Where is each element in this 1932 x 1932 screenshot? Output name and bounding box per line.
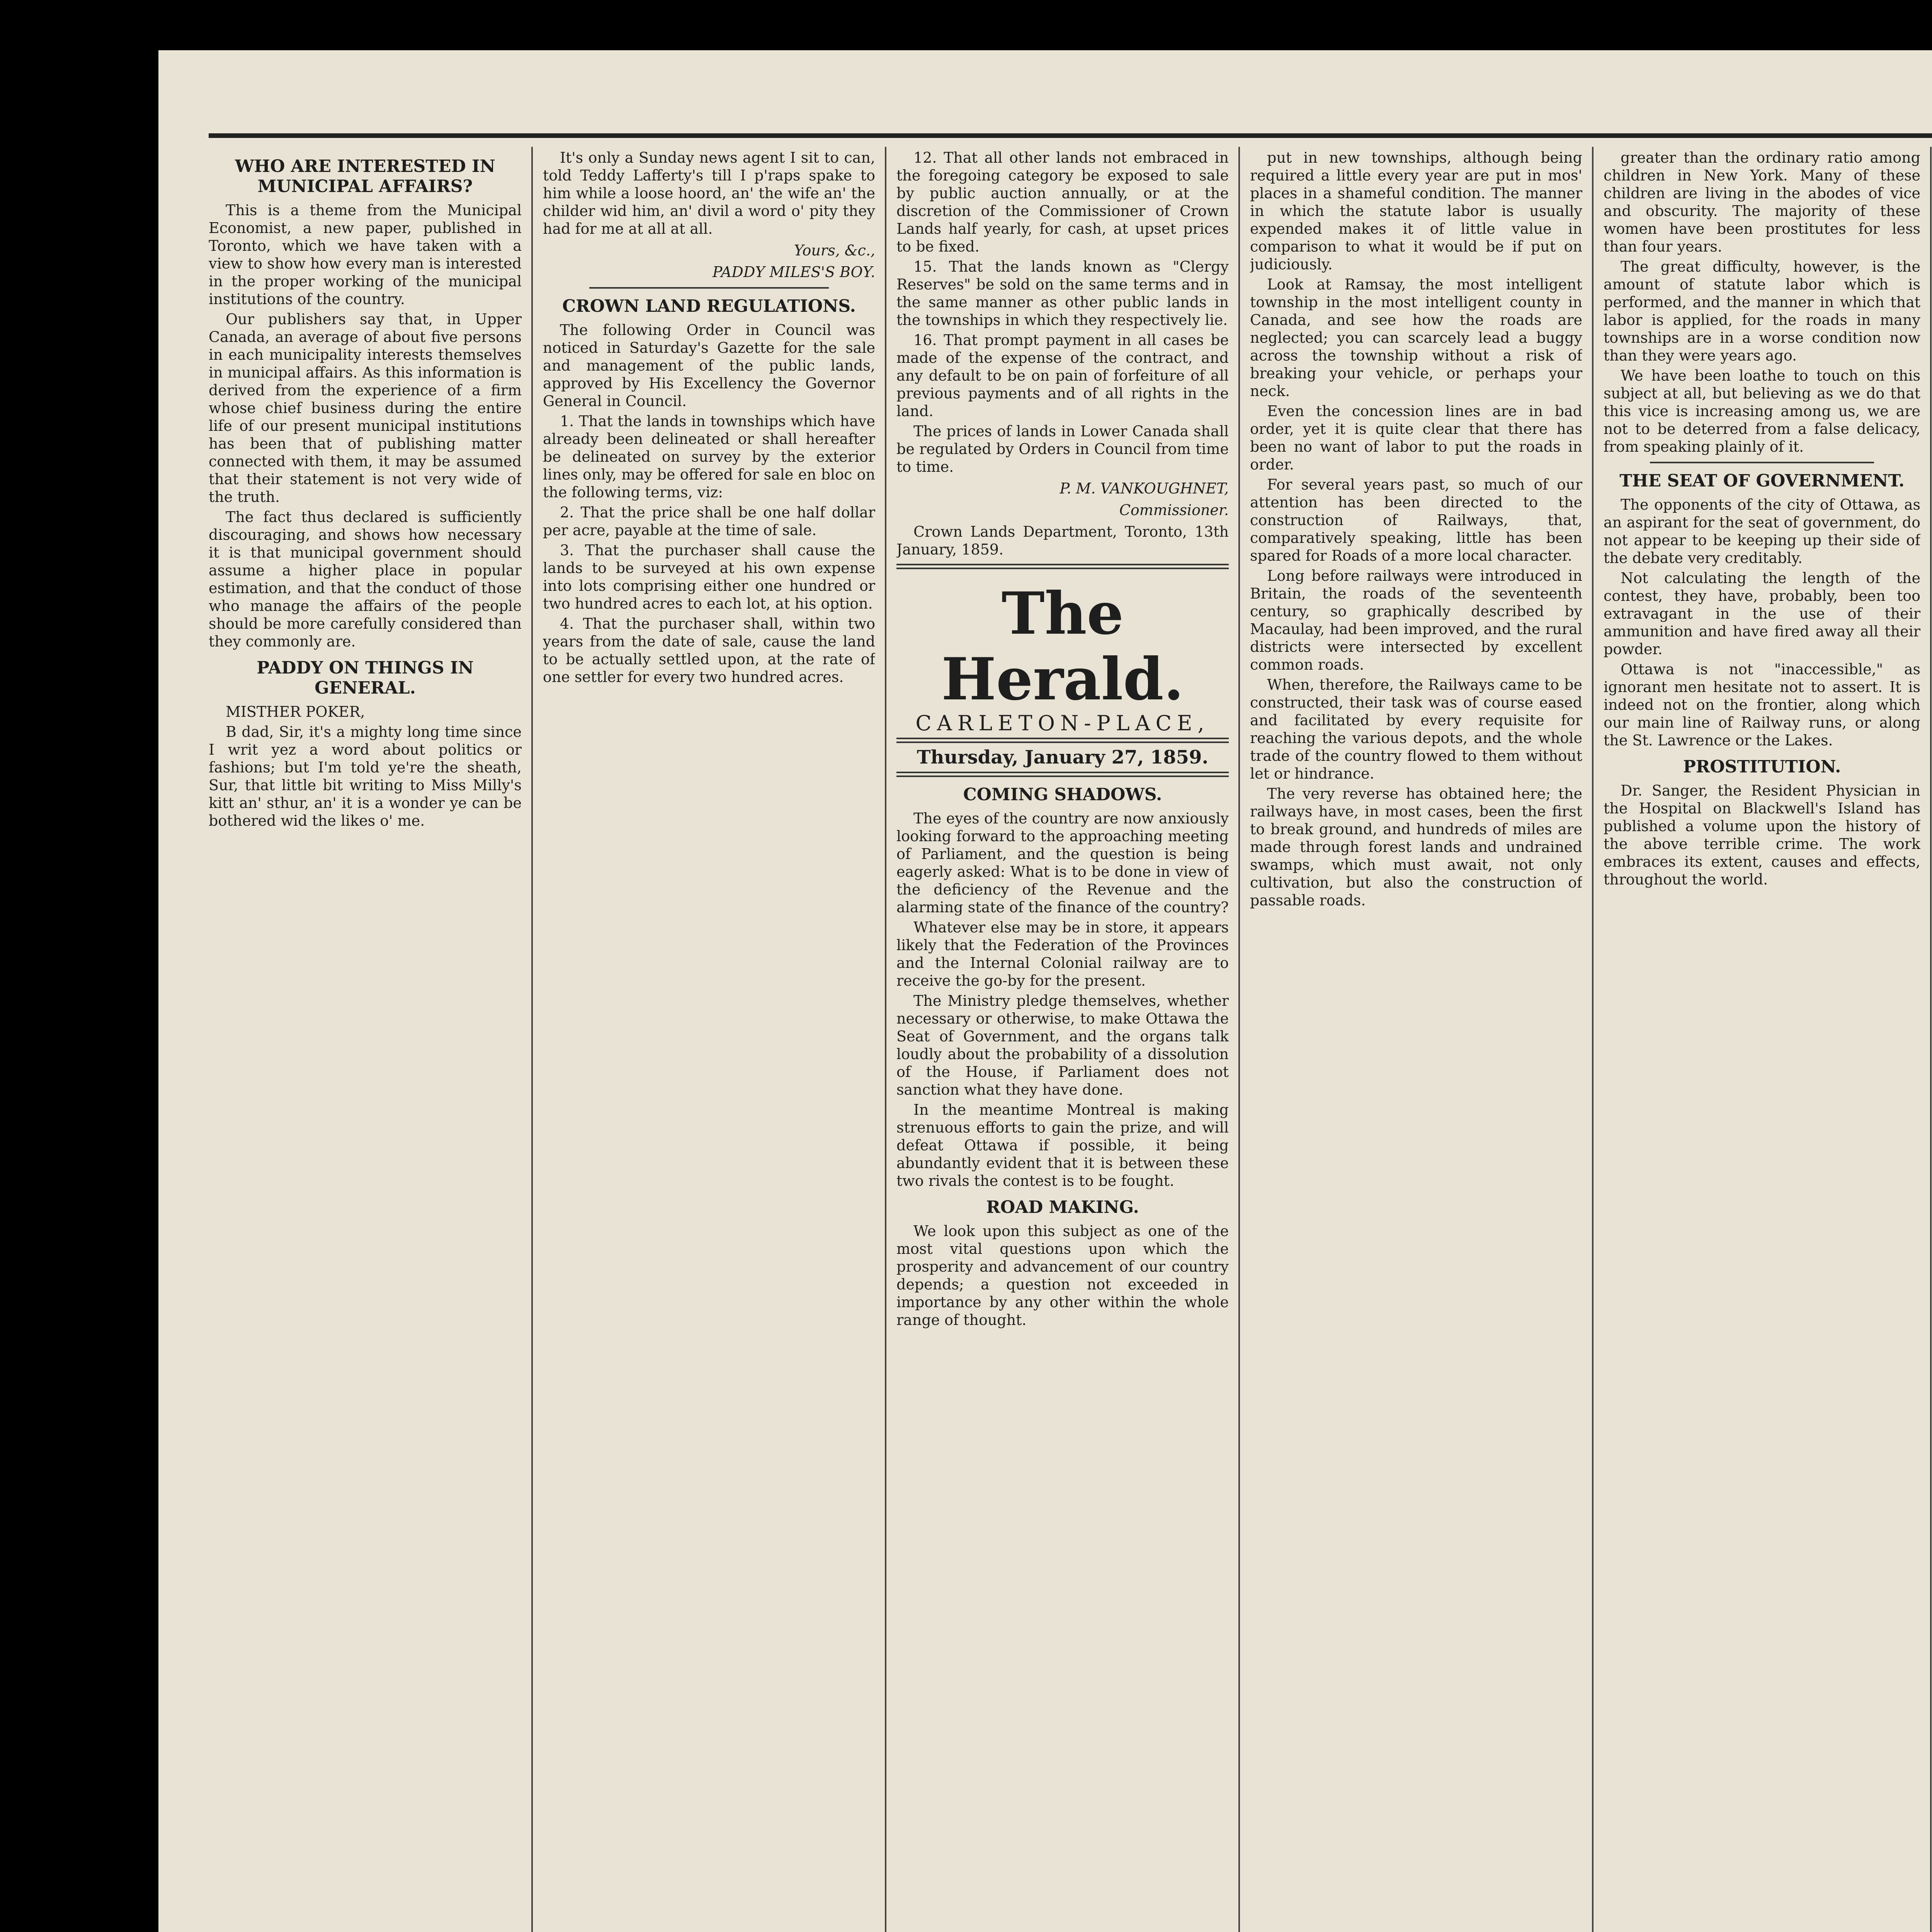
masthead-rule: [896, 564, 1229, 569]
paragraph: MISTHER POKER,: [226, 703, 365, 720]
column-separator: [1592, 147, 1594, 1932]
column-separator: [1930, 147, 1932, 1932]
column-4: [1250, 149, 1582, 1932]
paragraph: The Ministry pledge themselves, whether necessary or otherwise, to make Ottawa the Seat of Government, and the organs talk loudly about the probability of a dissolution of the House, if Parliament does not sanction what they have done.: [896, 992, 1229, 1098]
paragraph: Even the concession lines are in bad order, yet it is quite clear that there has been no want of labor to put the roads in order.: [1250, 403, 1582, 473]
paragraph: For several years past, so much of our attention has been directed to the construction of Railways, that, comparatively speaking, little has been spared for Roads of a more local character.: [1250, 476, 1582, 564]
paragraph: 15. That the lands known as "Clergy Reserves" be sold on the same terms and in the same manner as other public lands in the townships in which they respectively lie.: [896, 258, 1229, 328]
masthead-rule: [896, 772, 1229, 777]
paragraph: It's only a Sunday news agent I sit to can, told Teddy Lafferty's till I p'raps spake to him while a loose hoord, an' the wife an' the childer wid him, an' divil a word o' pity they had for me at all at all.: [543, 149, 875, 237]
paragraph: 1. That the lands in townships which have already been delineated or shall hereafter be delineated on survey by the exterior lines only, may be offered for sale en bloc on the following terms, viz:: [543, 413, 875, 501]
paragraph: The following Order in Council was noticed in Saturday's Gazette for the sale and management of the public lands, approved by His Excellency the Governor General in Council.: [543, 321, 875, 410]
signature-vankoughnet: P. M. VANKOUGHNET,: [1060, 480, 1229, 497]
paragraph: Ottawa is not "inaccessible," as ignorant men hesitate not to assert. It is indeed not on the frontier, along which our main line of Railway runs, or along the St. Lawrence or the Lakes.: [1604, 661, 1920, 749]
paragraph: The eyes of the country are now anxiously looking forward to the approaching meeting of Parliament, and the question is being eagerly asked: What is to be done in view of the deficiency of the Revenue and the alarming state of the finance of the country?: [896, 810, 1229, 916]
headline-coming-shadows: COMING SHADOWS.: [963, 785, 1162, 804]
paragraph: The very reverse has obtained here; the railways have, in most cases, been the first to break ground, and hundreds of miles are made through forest lands and undrained swamps, which must await, not only cultivation, but also the construction of passable roads.: [1250, 785, 1582, 909]
paragraph: 3. That the purchaser shall cause the lands to be surveyed at his own expense into lots comprising either one hundred or two hundred acres to each lot, at his option.: [543, 542, 875, 612]
paragraph: When, therefore, the Railways came to be constructed, their task was of course eased and facilitated by every requisite for reaching the various depots, and the whole trade of the country flowed to them without let or hindrance.: [1250, 676, 1582, 782]
paragraph: put in new townships, although being required a little every year are put in mos' places in a shameful condition. The manner in which the statute labor is usually expended makes it of little value in comparison to what it would be if put on judiciously.: [1250, 149, 1582, 273]
paragraph: We look upon this subject as one of the most vital questions upon which the prosperity and advancement of our country depends; a question not exceeded in importance by any other within the whole range of thought.: [896, 1223, 1229, 1328]
signature-yours: Yours, &c.,: [794, 242, 875, 259]
column-separator: [1238, 147, 1240, 1932]
divider: [1650, 462, 1874, 463]
headline-paddy: PADDY ON THINGS IN GENERAL.: [257, 658, 474, 698]
masthead-location: CARLETON-PLACE,: [915, 711, 1210, 735]
headline-municipal: WHO ARE INTERESTED IN MUNICIPAL AFFAIRS?: [235, 156, 495, 196]
paragraph: 12. That all other lands not embraced in the foregoing category be exposed to sale by public auction annually, or at the discretion of the Commissioner of Crown Lands half yearly, for cash, at upset prices to be fixed.: [896, 149, 1229, 255]
signature-commissioner: Commissioner.: [1119, 502, 1229, 519]
top-rule: [209, 133, 1932, 138]
signature-paddy: PADDY MILES'S BOY.: [712, 264, 875, 281]
paragraph: 4. That the purchaser shall, within two years from the date of sale, cause the land to be actually settled upon, at the rate of one settler for every two hundred acres.: [543, 615, 875, 685]
paragraph: The great difficulty, however, is the amount of statute labor which is performed, and the manner in which that labor is applied, for the roads in many townships are in a worse condition now than they were years ago.: [1604, 258, 1920, 364]
paragraph: In the meantime Montreal is making strenuous efforts to gain the prize, and will defeat Ottawa if possible, it being abundantly evident that it is between these two rivals the contest is to be fought.: [896, 1101, 1229, 1189]
paragraph: The prices of lands in Lower Canada shall be regulated by Orders in Council from time to time.: [896, 423, 1229, 475]
masthead-rule: [896, 738, 1229, 743]
masthead-title: The Herald.: [941, 580, 1184, 713]
paragraph: Whatever else may be in store, it appears likely that the Federation of the Provinces and the Internal Colonial railway are to receive the go-by for the present.: [896, 919, 1229, 989]
paragraph: Long before railways were introduced in Britain, the roads of the seventeenth century, so graphically described by Macaulay, had been improved, and the rural districts were intersected by excellent common roads.: [1250, 567, 1582, 673]
headline-prostitution: PROSTITUTION.: [1683, 757, 1841, 777]
column-separator: [531, 147, 533, 1932]
divider: [589, 287, 829, 289]
dateline-crown-lands: Crown Lands Department, Toronto, 13th January, 1859.: [896, 523, 1229, 558]
masthead-date: Thursday, January 27, 1859.: [917, 747, 1209, 768]
column-2: [543, 149, 875, 1932]
paragraph: We have been loathe to touch on this subject at all, but believing as we do that this vice is increasing among us, we are not to be deterred from a false delicacy, from speaking plainly of it.: [1604, 367, 1920, 455]
newspaper-page: [158, 50, 1932, 1932]
paragraph: 16. That prompt payment in all cases be made of the expense of the contract, and any default to be on pain of forfeiture of all previous payments and of all rights in the land.: [896, 332, 1229, 420]
headline-crown-land: CROWN LAND REGULATIONS.: [562, 296, 856, 316]
column-1: [209, 149, 522, 1932]
paragraph: The opponents of the city of Ottawa, as an aspirant for the seat of government, do not appear to be keeping up their side of the debate very creditably.: [1604, 496, 1920, 566]
column-5: [1604, 149, 1920, 1932]
column-separator: [885, 147, 886, 1932]
paragraph: greater than the ordinary ratio among children in New York. Many of these children are living in the abodes of vice and obscurity. The majority of these women have been prostitutes for less than four years.: [1604, 149, 1920, 255]
headline-seat-of-government: THE SEAT OF GOVERNMENT.: [1619, 471, 1905, 491]
paragraph: Not calculating the length of the contest, they have, probably, been too extravagant in the use of their ammunition and have fired away all their powder.: [1604, 570, 1920, 658]
headline-road-making: ROAD MAKING.: [986, 1197, 1139, 1217]
paragraph: Look at Ramsay, the most intelligent township in the most intelligent county in Canada, and see how the roads are neglected; you can scarcely lead a buggy across the township without a risk of breaking your vehicle, or perhaps your neck.: [1250, 276, 1582, 400]
paragraph: Our publishers say that, in Upper Canada, an average of about five persons in each municipality interests themselves in municipal affairs. As this information is derived from the experience of a firm whose chief business during the entire life of our present municipal institutions has been that of publishing matter connected with them, it may be assumed that their statement is not very wide of the truth.: [209, 311, 522, 505]
column-3: [896, 149, 1229, 1932]
paragraph: Dr. Sanger, the Resident Physician in the Hospital on Blackwell's Island has published a volume upon the history of the above terrible crime. The work embraces its extent, causes and effects, throughout the world.: [1604, 782, 1920, 888]
paragraph: B dad, Sir, it's a mighty long time since I writ yez a word about politics or fashions; but I'm told ye're the sheath, Sur, that little bit writing to Miss Milly's kitt an' sthur, an' it is a wonder ye can be bothered wid the likes o' me.: [209, 723, 522, 829]
paragraph: This is a theme from the Municipal Economist, a new paper, published in Toronto, which we have taken with a view to show how every man is interested in the proper working of the municipal institutions of the country.: [209, 202, 522, 308]
paragraph: The fact thus declared is sufficiently discouraging, and shows how necessary it is that municipal government should assume a higher place in popular estimation, and that the conduct of those who manage the affairs of the people should be more carefully considered than they commonly are.: [209, 509, 522, 650]
paragraph: 2. That the price shall be one half dollar per acre, payable at the time of sale.: [543, 504, 875, 539]
